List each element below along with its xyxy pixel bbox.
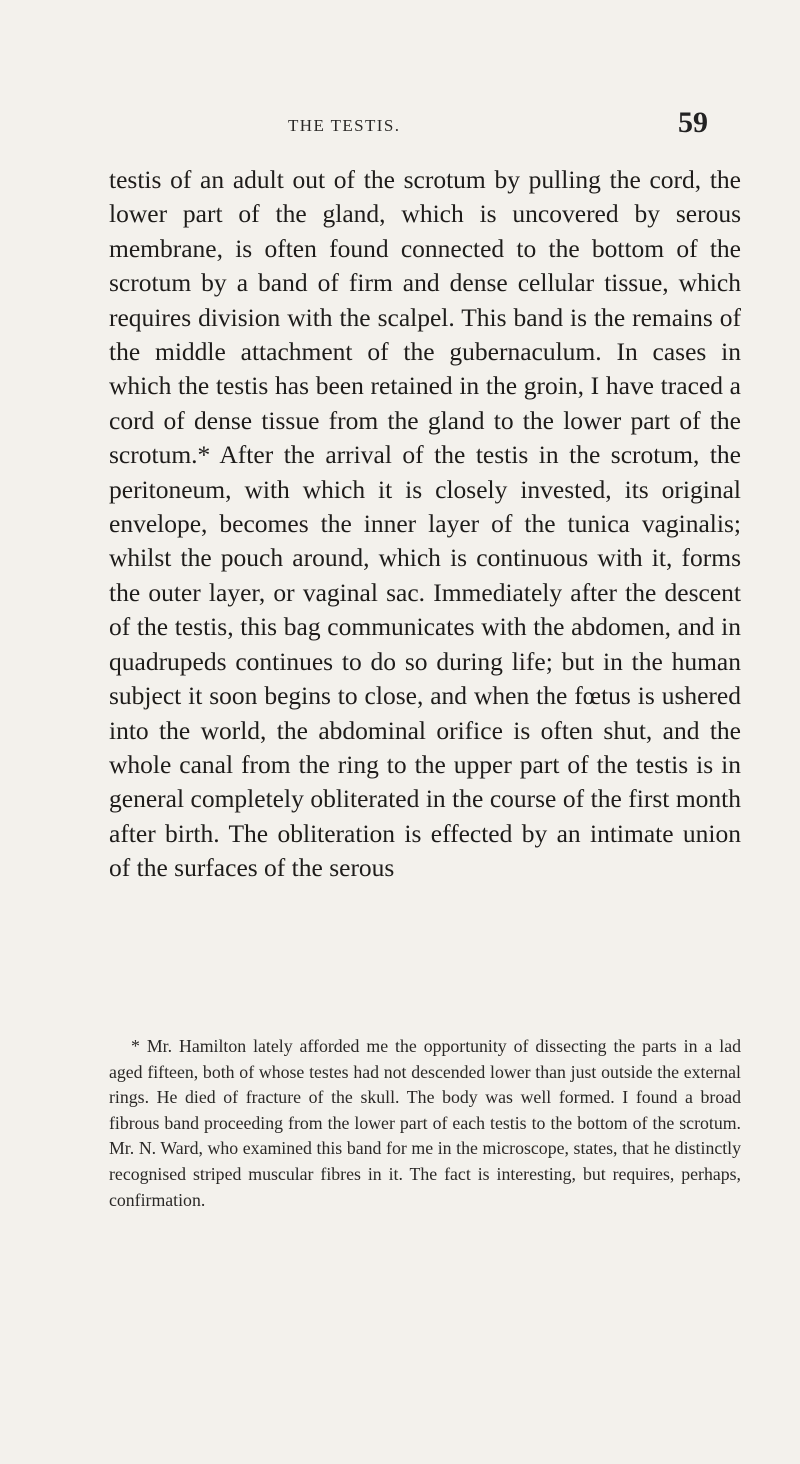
footnote — [109, 1034, 741, 1213]
running-title: THE TESTIS. — [288, 116, 401, 135]
body-paragraph: testis of an adult out of the scrotum by pulling the cord, the lower part of the gland, which is uncovered by serous membrane, is often found connected to the bottom of the scrotum by a band of firm and dense cellular tissue, which requires division with the scalpel. This band is the remains of the middle attachment of the gubernaculum. In cases in which the testis has been retained in the groin, I have traced a cord of dense tissue from the gland to the lower part of the scrotum.* After the arrival of the testis in the scrotum, the peritoneum, with which it is closely invested, its original envelope, becomes the inner layer of the tunica vaginalis; whilst the pouch around, which is continuous with it, forms the outer layer, or vaginal sac. Immediately after the descent of the testis, this bag communicates with the abdomen, and in quadrupeds continues to do so during life; but in the human subject it soon begins to close, and when the fœtus is ushered into the world, the abdominal orifice is often shut, and the whole canal from the ring to the upper part of the testis is in general completely obliterated in the course of the first month after birth. The obliteration is effected by an intimate union of the surfaces of the serous — [109, 165, 741, 883]
running-head — [0, 106, 800, 146]
page-number: 59 — [678, 106, 708, 139]
footnote-marker: * — [131, 1036, 140, 1056]
footnote-text: Mr. Hamilton lately afforded me the opportunity of dissecting the parts in a lad aged fifteen, both of whose testes had not descended lower than just outside the external rings. He died of fracture of the skull. The body was well formed. I found a broad fibrous band proceeding from the lower part of each testis to the bottom of the scrotum. Mr. N. Ward, who examined this band for me in the microscope, states, that he distinctly recognised striped muscular fibres in it. The fact is interesting, but requires, perhaps, confirmation. — [109, 1036, 741, 1210]
